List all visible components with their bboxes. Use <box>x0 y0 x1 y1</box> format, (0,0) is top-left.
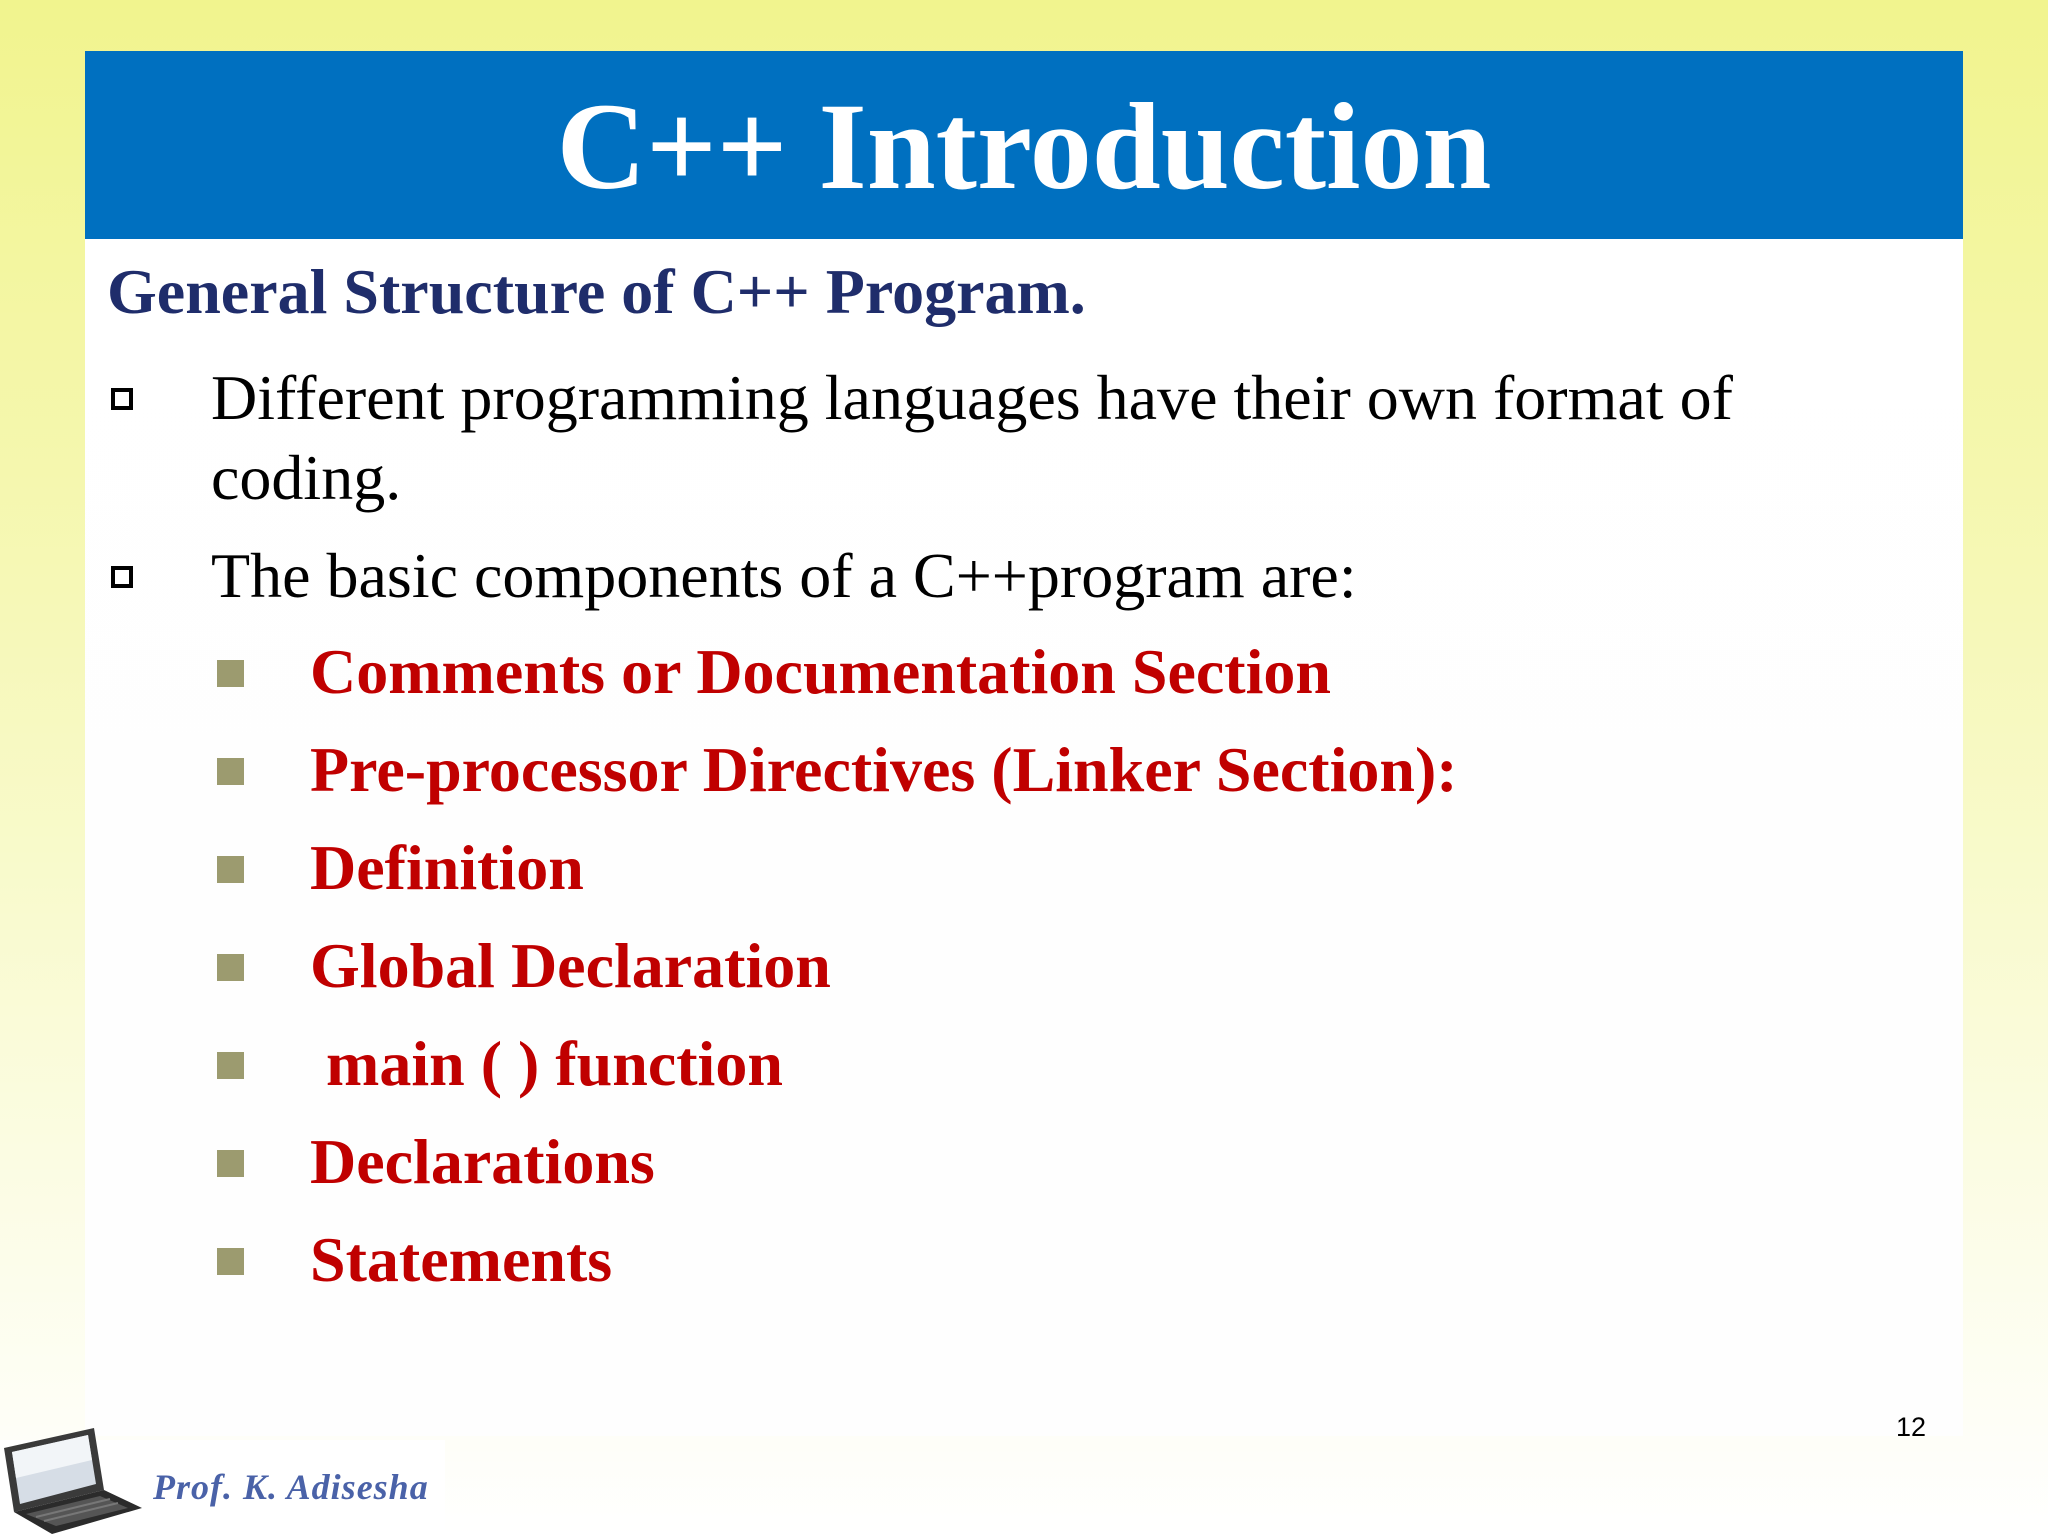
component-label: Comments or Documentation Section <box>310 636 1331 707</box>
bullet-text <box>211 536 1861 616</box>
bullet-line: The basic components of a C++program are: <box>211 540 1357 611</box>
bullet-item <box>107 358 1867 518</box>
bullet-text <box>211 358 1861 518</box>
component-label: Statements <box>310 1224 613 1295</box>
bullet-item <box>107 536 1867 616</box>
component-label: main ( ) function <box>310 1028 783 1099</box>
hollow-square-bullet-icon <box>111 388 133 410</box>
slide-title: C++ Introduction <box>556 78 1492 215</box>
filled-square-bullet-icon <box>217 856 244 883</box>
component-label: Declarations <box>310 1126 655 1197</box>
bullet-line: coding. <box>211 442 402 513</box>
hollow-square-bullet-icon <box>111 566 133 588</box>
title-bar <box>85 51 1963 239</box>
component-label: Definition <box>310 832 584 903</box>
page-number: 12 <box>1896 1412 1927 1442</box>
author-signature: Prof. K. Adisesha <box>153 1467 429 1507</box>
filled-square-bullet-icon <box>217 1248 244 1275</box>
filled-square-bullet-icon <box>217 954 244 981</box>
filled-square-bullet-icon <box>217 1150 244 1177</box>
filled-square-bullet-icon <box>217 758 244 785</box>
component-label: Global Declaration <box>310 930 831 1001</box>
filled-square-bullet-icon <box>217 660 244 687</box>
section-heading: General Structure of C++ Program. <box>107 256 1086 327</box>
component-label: Pre-processor Directives (Linker Section): <box>310 734 1458 805</box>
bullet-line: Different programming languages have their own format of <box>211 362 1733 433</box>
filled-square-bullet-icon <box>217 1052 244 1079</box>
laptop-icon <box>0 1420 145 1536</box>
